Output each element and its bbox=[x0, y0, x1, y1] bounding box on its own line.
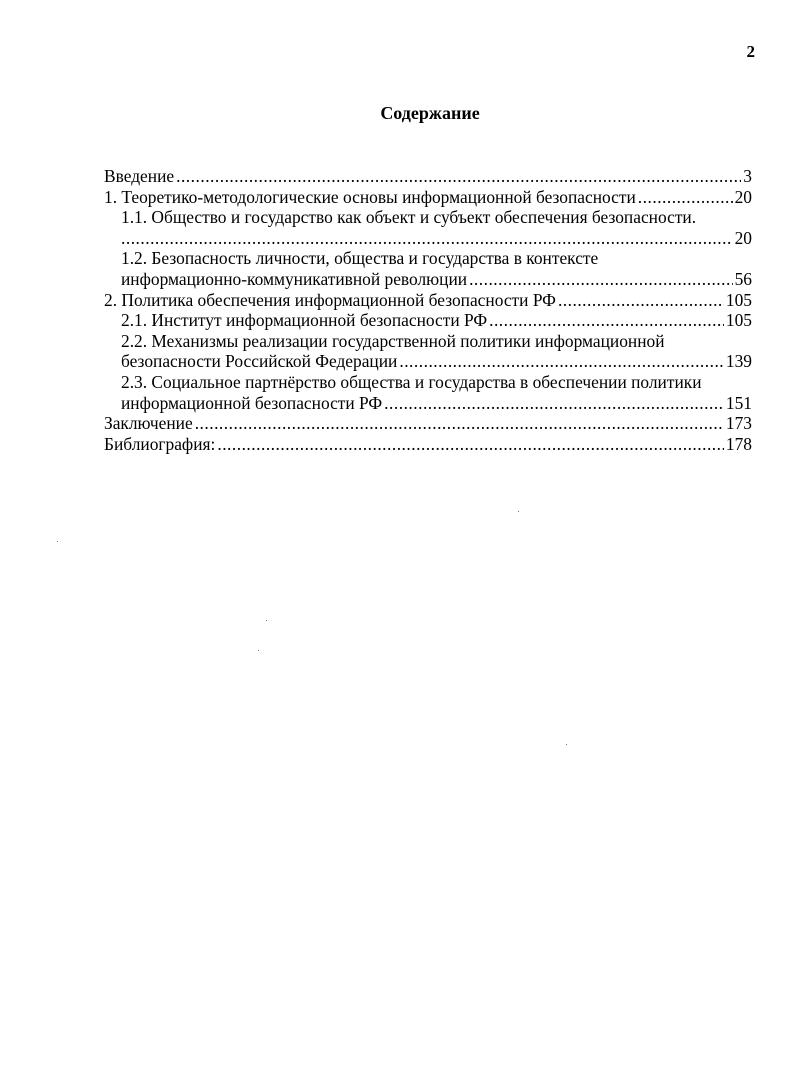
toc-page-number: 151 bbox=[725, 392, 752, 413]
toc-entry-text: 2.1. Институт информационной безопасности РФ bbox=[121, 310, 488, 331]
toc-leader-dots bbox=[469, 269, 733, 290]
toc-page-number: 20 bbox=[734, 227, 752, 248]
toc-entry-section-2-2-cont[interactable] bbox=[104, 351, 752, 372]
toc-entry-chapter-1[interactable] bbox=[104, 187, 752, 208]
toc-leader-dots bbox=[399, 351, 724, 372]
toc-entry-section-1-1[interactable] bbox=[104, 207, 752, 228]
toc-entry-text: 1. Теоретико-методологические основы информационной безопасности bbox=[104, 186, 636, 207]
toc-page-number: 173 bbox=[725, 413, 752, 434]
toc-entry-text: Заключение bbox=[104, 413, 193, 434]
toc-entry-section-1-2[interactable] bbox=[104, 248, 752, 269]
toc-leader-dots bbox=[176, 166, 741, 187]
toc-entry-text: информационно-коммуникативной революции bbox=[121, 268, 468, 289]
toc-entry-bibliography[interactable] bbox=[104, 434, 752, 455]
toc-leader-dots bbox=[217, 434, 724, 455]
toc-entry-section-1-1-leader[interactable] bbox=[104, 228, 752, 249]
scan-speck bbox=[566, 744, 567, 745]
toc-leader-dots bbox=[558, 290, 724, 311]
toc-leader-dots bbox=[195, 413, 724, 434]
table-of-contents bbox=[104, 166, 752, 454]
toc-page-number: 105 bbox=[725, 310, 752, 331]
toc-leader-dots bbox=[638, 187, 733, 208]
toc-page-number: 20 bbox=[734, 186, 752, 207]
toc-page-number: 3 bbox=[743, 166, 752, 186]
toc-leader-dots bbox=[489, 310, 724, 331]
toc-page-number: 105 bbox=[725, 289, 752, 310]
toc-entry-section-2-1[interactable] bbox=[104, 310, 752, 331]
scan-speck bbox=[258, 650, 259, 651]
toc-entry-chapter-2[interactable] bbox=[104, 290, 752, 311]
toc-entry-text: 2.2. Механизмы реализации государственной политики информационной bbox=[121, 330, 665, 351]
toc-entry-section-2-2[interactable] bbox=[104, 331, 752, 352]
toc-page-number: 139 bbox=[725, 351, 752, 372]
toc-entry-text: 2.3. Социальное партнёрство общества и государства в обеспечении политики bbox=[121, 371, 702, 392]
page-number: 2 bbox=[746, 42, 755, 61]
scan-speck bbox=[266, 620, 267, 621]
scan-speck bbox=[57, 541, 58, 542]
toc-entry-section-2-3[interactable] bbox=[104, 372, 752, 393]
toc-entry-intro[interactable] bbox=[104, 166, 752, 187]
toc-leader-dots bbox=[121, 228, 733, 249]
toc-entry-section-1-2-cont[interactable] bbox=[104, 269, 752, 290]
toc-entry-text: 1.2. Безопасность личности, общества и государства в контексте bbox=[121, 248, 599, 269]
toc-page-number: 56 bbox=[734, 268, 752, 289]
toc-entry-text: Введение bbox=[104, 166, 175, 186]
toc-entry-section-2-3-cont[interactable] bbox=[104, 393, 752, 414]
toc-entry-conclusion[interactable] bbox=[104, 413, 752, 434]
scan-speck bbox=[518, 511, 519, 512]
toc-entry-text: безопасности Российской Федерации bbox=[121, 351, 398, 372]
toc-entry-text: 2. Политика обеспечения информационной безопасности РФ bbox=[104, 289, 556, 310]
toc-entry-text: 1.1. Общество и государство как объект и субъект обеспечения безопасности. bbox=[121, 207, 697, 228]
toc-entry-text: информационной безопасности РФ bbox=[121, 392, 383, 413]
toc-leader-dots bbox=[384, 393, 724, 414]
page-title: Содержание bbox=[380, 103, 480, 123]
toc-entry-text: Библиография: bbox=[104, 433, 216, 454]
toc-page-number: 178 bbox=[725, 433, 752, 454]
